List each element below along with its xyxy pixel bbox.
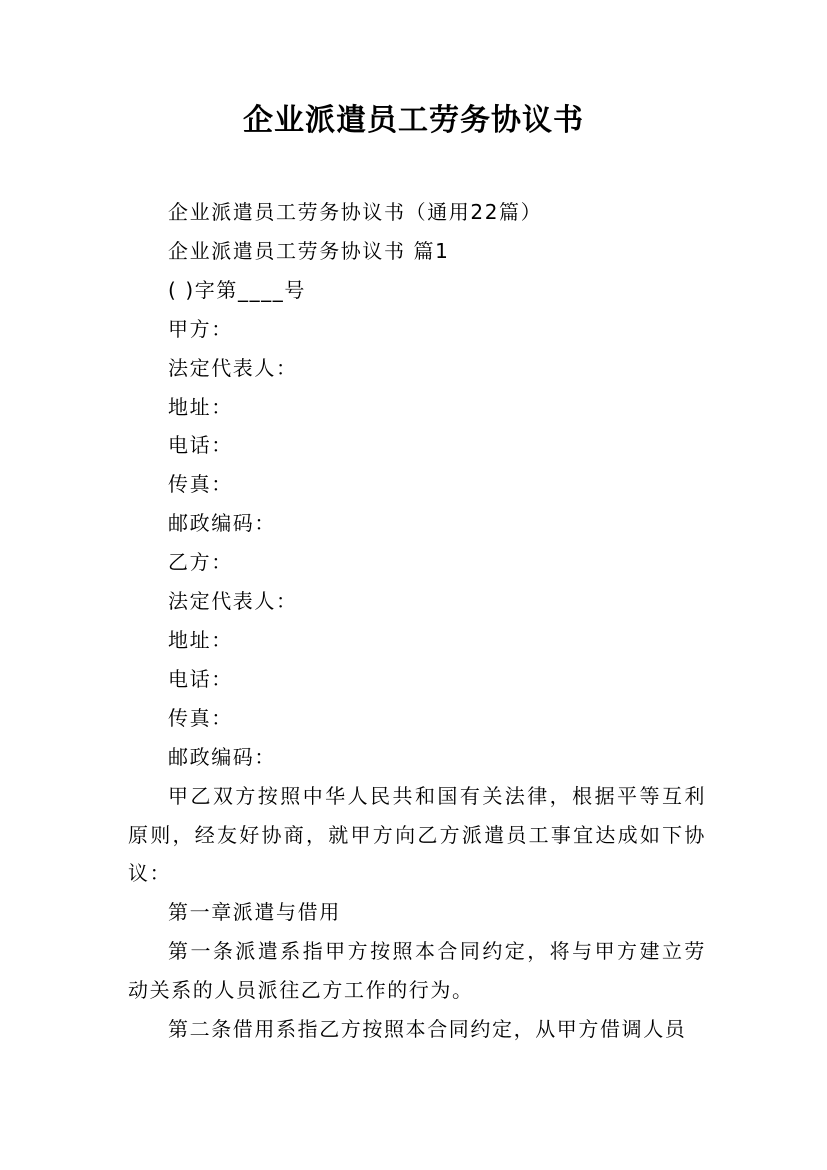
party-a-representative: 法定代表人：	[168, 355, 298, 380]
paragraph-doc-number: ( )字第____号	[168, 277, 306, 302]
party-b-label: 乙方：	[168, 550, 233, 575]
paragraph-subtitle: 企业派遣员工劳务协议书（通用22篇）	[168, 200, 543, 224]
party-a-address: 地址：	[168, 394, 233, 419]
preamble-paragraph: 甲乙双方按照中华人民共和国有关法律，根据平等互利原则，经友好协商，就甲方向乙方派遣员工事宜达成如下协议：	[128, 783, 706, 886]
party-b-phone: 电话：	[168, 666, 233, 691]
party-b-postcode: 邮政编码：	[168, 744, 276, 769]
document-title: 企业派遣员工劳务协议书	[243, 103, 584, 138]
chapter-heading: 第一章派遣与借用	[168, 900, 341, 925]
party-a-phone: 电话：	[168, 433, 233, 458]
party-b-fax: 传真：	[168, 705, 233, 730]
document-body	[128, 193, 706, 1049]
article-1-paragraph: 第一条派遣系指甲方按照本合同约定，将与甲方建立劳动关系的人员派往乙方工作的行为。	[128, 939, 706, 1003]
party-a-fax: 传真：	[168, 472, 233, 497]
party-a-postcode: 邮政编码：	[168, 511, 276, 536]
article-2-paragraph: 第二条借用系指乙方按照本合同约定，从甲方借调人员	[168, 1017, 687, 1042]
paragraph-section-heading: 企业派遣员工劳务协议书 篇1	[168, 238, 450, 263]
party-b-representative: 法定代表人：	[168, 589, 298, 614]
party-b-address: 地址：	[168, 627, 233, 652]
party-a-label: 甲方：	[168, 316, 233, 341]
